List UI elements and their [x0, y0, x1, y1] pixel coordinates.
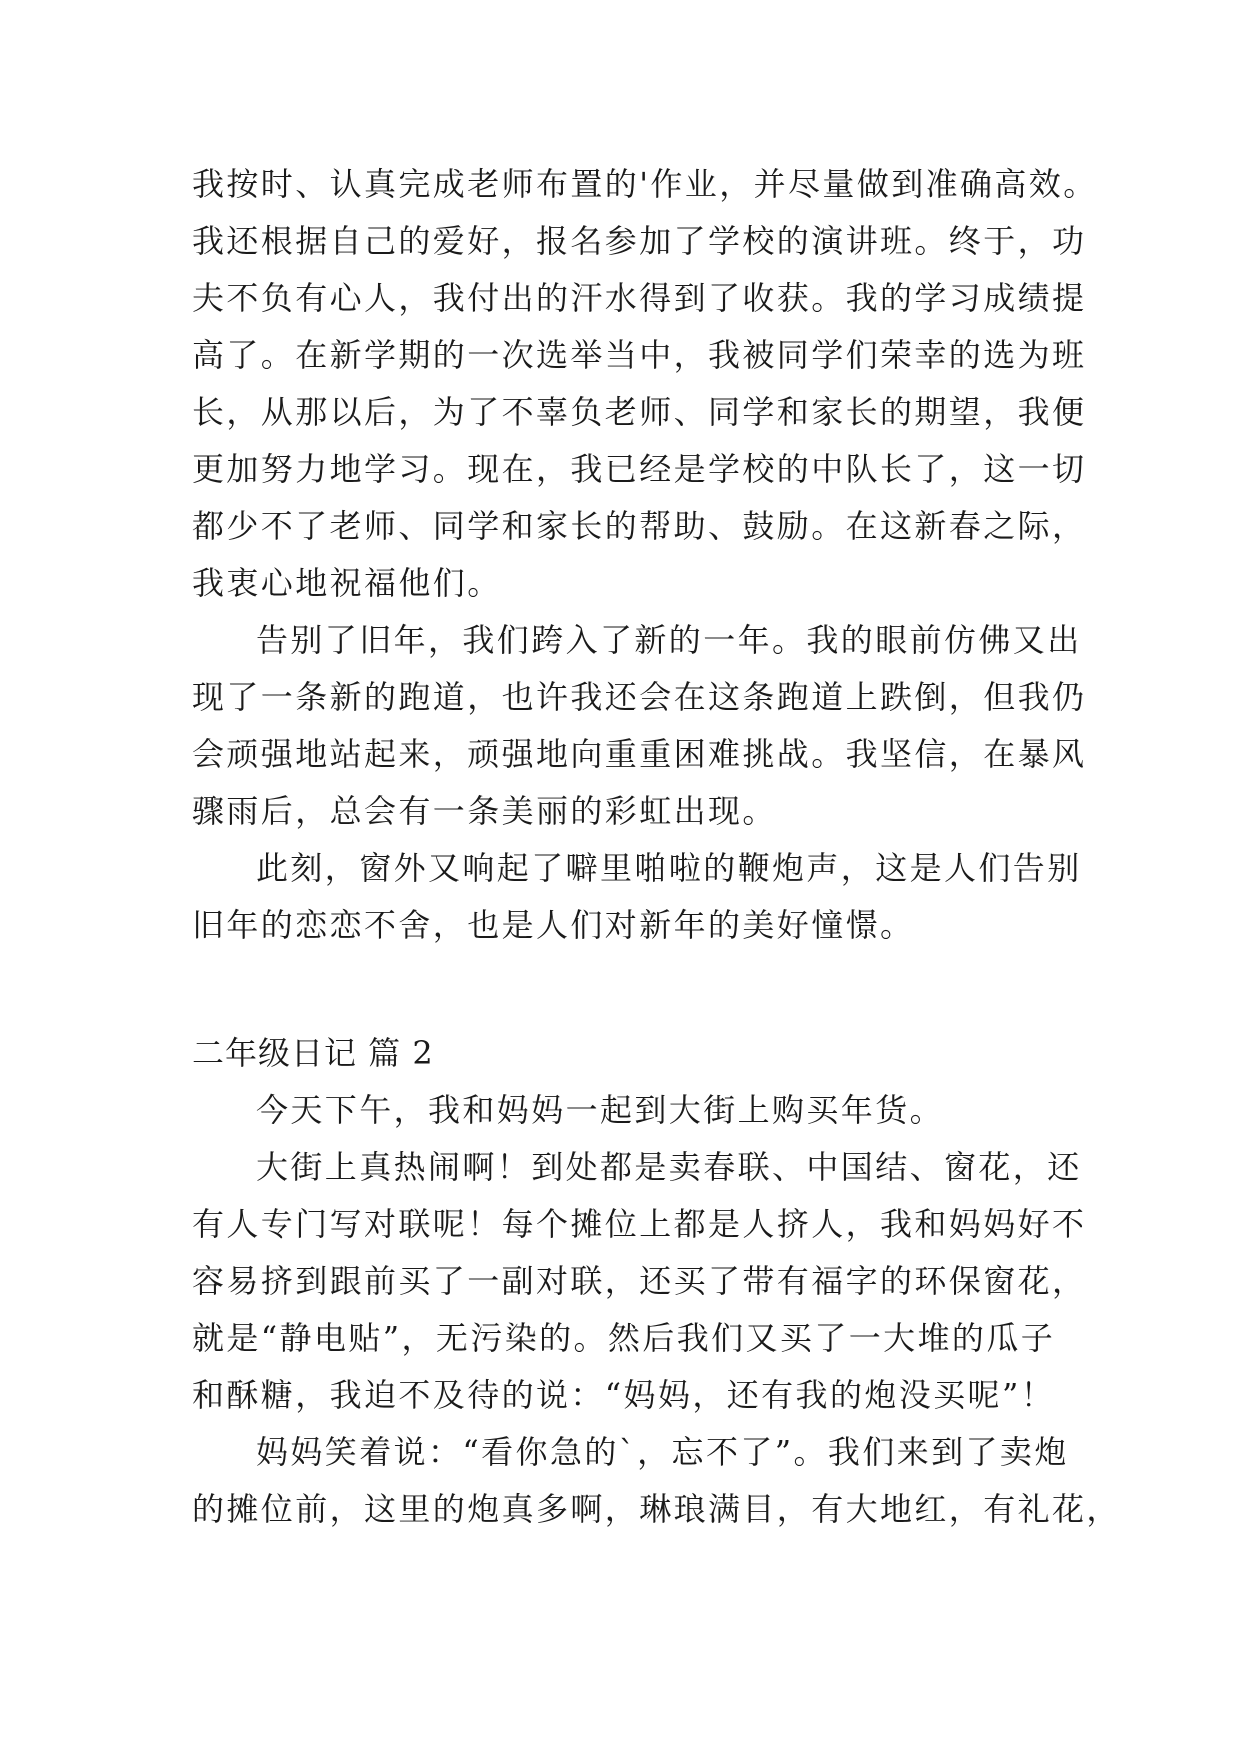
paragraph-first-line: 大街上真热闹啊！到处都是卖春联、中国结、窗花，还 — [256, 1148, 1082, 1186]
text-line: 骤雨后，总会有一条美丽的彩虹出现。 — [192, 792, 777, 830]
text-line: 夫不负有心人，我付出的汗水得到了收获。我的学习成绩提 — [192, 279, 1087, 317]
text-line: 就是“静电贴”，无污染的。然后我们又买了一大堆的瓜子 — [192, 1319, 1056, 1357]
text-line: 我衷心地祝福他们。 — [192, 564, 502, 602]
paragraph-first-line: 妈妈笑着说：“看你急的`，忘不了”。我们来到了卖炮 — [256, 1433, 1069, 1471]
paragraph-first-line: 今天下午，我和妈妈一起到大街上购买年货。 — [256, 1091, 945, 1129]
text-line: 长，从那以后，为了不辜负老师、同学和家长的期望，我便 — [192, 393, 1087, 431]
text-line: 旧年的恋恋不舍，也是人们对新年的美好憧憬。 — [192, 906, 915, 944]
paragraph-first-line: 告别了旧年，我们跨入了新的一年。我的眼前仿佛又出 — [256, 621, 1082, 659]
text-line: 我按时、认真完成老师布置的'作业，并尽量做到准确高效。 — [192, 165, 1098, 203]
text-line: 都少不了老师、同学和家长的帮助、鼓励。在这新春之际， — [192, 507, 1087, 545]
text-line: 有人专门写对联呢！每个摊位上都是人挤人，我和妈妈好不 — [192, 1205, 1087, 1243]
text-line: 我还根据自己的爱好，报名参加了学校的演讲班。终于，功 — [192, 222, 1087, 260]
paragraph-first-line: 此刻，窗外又响起了噼里啪啦的鞭炮声，这是人们告别 — [256, 849, 1082, 887]
section-heading: 二年级日记 篇 2 — [192, 1034, 434, 1072]
text-line: 高了。在新学期的一次选举当中，我被同学们荣幸的选为班 — [192, 336, 1087, 374]
text-line: 现了一条新的跑道，也许我还会在这条跑道上跌倒，但我仍 — [192, 678, 1087, 716]
text-line: 会顽强地站起来，顽强地向重重困难挑战。我坚信，在暴风 — [192, 735, 1087, 773]
text-line: 容易挤到跟前买了一副对联，还买了带有福字的环保窗花， — [192, 1262, 1087, 1300]
text-line: 更加努力地学习。现在，我已经是学校的中队长了，这一切 — [192, 450, 1087, 488]
text-line: 和酥糖，我迫不及待的说：“妈妈，还有我的炮没买呢”！ — [192, 1376, 1056, 1414]
text-line: 的摊位前，这里的炮真多啊，琳琅满目，有大地红，有礼花， — [192, 1490, 1121, 1528]
